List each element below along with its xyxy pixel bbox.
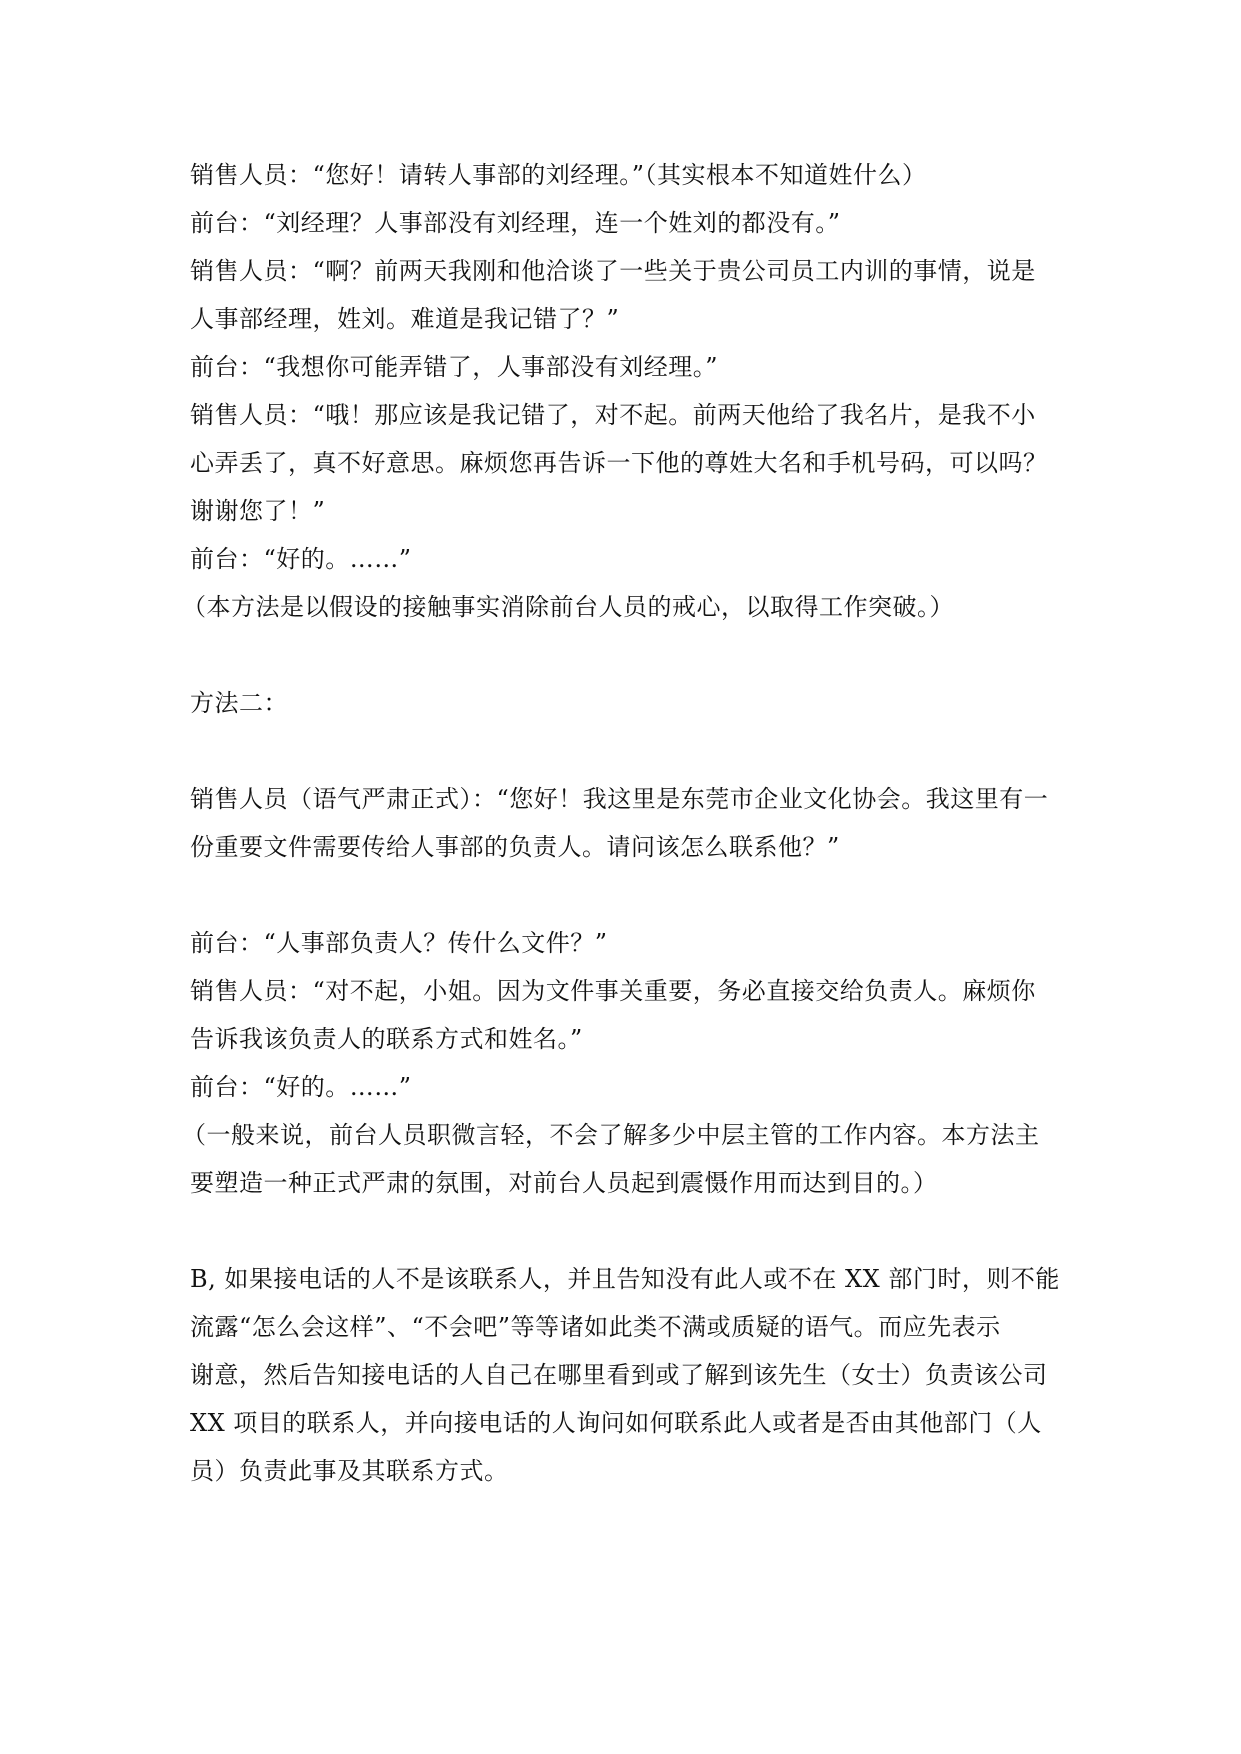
method-note: 要塑造一种正式严肃的氛围，对前台人员起到震慑作用而达到目的。） <box>190 1169 938 1197</box>
dialog-line: 告诉我该负责人的联系方式和姓名。” <box>190 1025 583 1053</box>
paragraph-line: 谢意，然后告知接电话的人自己在哪里看到或了解到该先生（女士）负责该公司 <box>190 1361 1048 1389</box>
dialog-line: 销售人员：“您好！请转人事部的刘经理。”（其实根本不知道姓什么） <box>190 161 927 189</box>
dialog-line: 前台：“好的。……” <box>190 545 412 573</box>
dialog-line: 销售人员：“啊？前两天我刚和他洽谈了一些关于贵公司员工内训的事情，说是 <box>190 257 1036 285</box>
section-heading: 方法二： <box>190 689 288 717</box>
paragraph-line: 流露“怎么会这样”、“不会吧”等等诸如此类不满或质疑的语气。而应先表示 <box>190 1313 1001 1341</box>
method-note: （本方法是以假设的接触事实消除前台人员的戒心，以取得工作突破。） <box>182 593 954 621</box>
dialog-line: 销售人员（语气严肃正式）：“您好！我这里是东莞市企业文化协会。我这里有一 <box>190 785 1049 813</box>
paragraph-line: XX 项目的联系人，并向接电话的人询问如何联系此人或者是否由其他部门（人 <box>190 1409 1042 1437</box>
paragraph-line: B, 如果接电话的人不是该联系人，并且告知没有此人或不在 XX 部门时，则不能 <box>190 1265 1060 1293</box>
method-note: （一般来说，前台人员职微言轻，不会了解多少中层主管的工作内容。本方法主 <box>182 1121 1040 1149</box>
dialog-line: 前台：“人事部负责人？传什么文件？” <box>190 929 608 957</box>
dialog-line: 前台：“好的。……” <box>190 1073 412 1101</box>
dialog-line: 销售人员：“哦！那应该是我记错了，对不起。前两天他给了我名片，是我不小 <box>190 401 1036 429</box>
dialog-line: 销售人员：“对不起，小姐。因为文件事关重要，务必直接交给负责人。麻烦你 <box>190 977 1036 1005</box>
dialog-line: 份重要文件需要传给人事部的负责人。请问该怎么联系他？” <box>190 833 840 861</box>
dialog-line: 前台：“我想你可能弄错了，人事部没有刘经理。” <box>190 353 719 381</box>
dialog-line: 人事部经理，姓刘。难道是我记错了？” <box>190 305 620 333</box>
dialog-line: 前台：“刘经理？人事部没有刘经理，连一个姓刘的都没有。” <box>190 209 841 237</box>
dialog-line: 心弄丢了，真不好意思。麻烦您再告诉一下他的尊姓大名和手机号码，可以吗？ <box>190 449 1048 477</box>
dialog-line: 谢谢您了！” <box>190 497 326 525</box>
paragraph-line: 员）负责此事及其联系方式。 <box>190 1457 509 1485</box>
